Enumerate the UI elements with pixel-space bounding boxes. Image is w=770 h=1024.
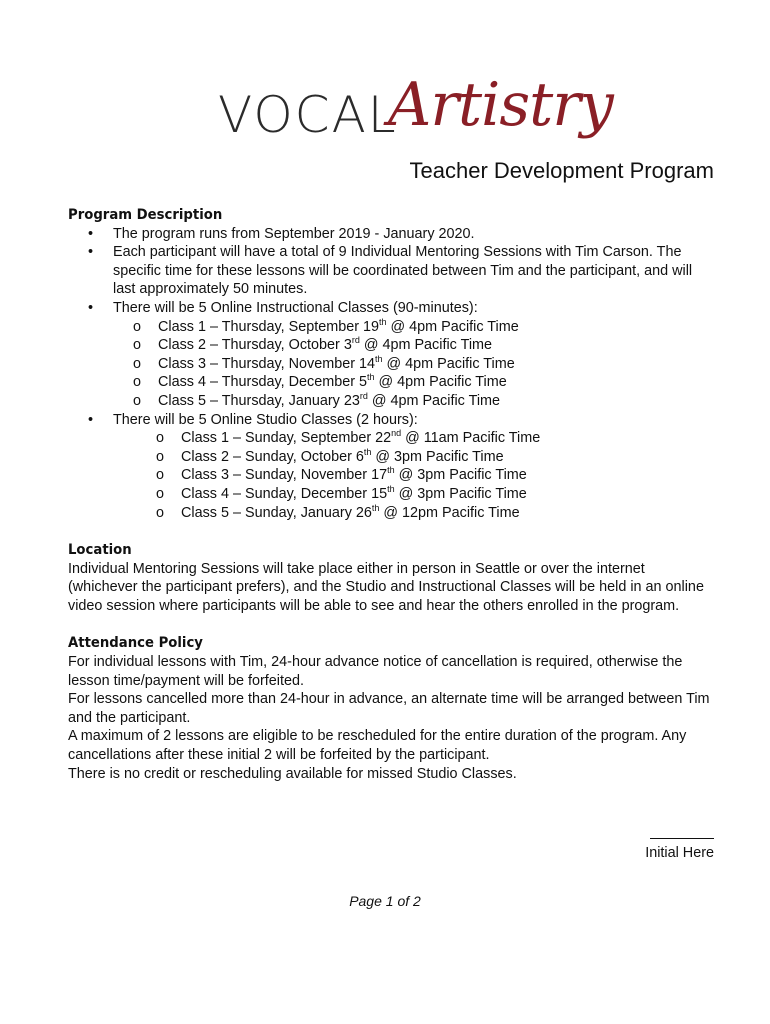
list-item [113, 504, 718, 523]
bullet-text: There will be 5 Online Instructional Classes (90-minutes): [113, 299, 478, 316]
date-suffix: th [387, 465, 395, 476]
list-item [68, 411, 718, 523]
circle-bullet-icon: o [133, 337, 142, 354]
class-time: @ 4pm Pacific Time [367, 392, 501, 409]
class-time: @ 12pm Pacific Time [379, 504, 520, 521]
initial-here-label: Initial Here [645, 845, 714, 861]
instructional-class-list [113, 318, 718, 411]
date-suffix: th [363, 446, 372, 457]
circle-bullet-icon: o [156, 448, 165, 465]
list-item [113, 355, 718, 374]
logo-word-artistry: Artistry [388, 70, 613, 140]
class-time: @ 3pm Pacific Time [394, 485, 527, 502]
list-item [113, 466, 718, 485]
bullet-icon: • [88, 244, 94, 261]
initial-here-field [645, 826, 714, 862]
circle-bullet-icon: o [133, 355, 142, 372]
class-date: Class 2 – Thursday, October 3 [158, 337, 352, 354]
class-date: Class 5 – Thursday, January 23 [158, 392, 360, 409]
class-time: @ 4pm Pacific Time [386, 318, 519, 335]
bullet-text: There will be 5 Online Studio Classes (2 hours): [113, 411, 418, 428]
circle-bullet-icon: o [133, 392, 142, 409]
date-suffix: th [367, 372, 375, 383]
date-suffix: th [375, 353, 383, 364]
document-body [68, 206, 718, 783]
location-paragraph: Individual Mentoring Sessions will take place either in person in Seattle or over the internet (whichever the participant prefers), and the Studio and Instructional Classes will be held in an online video session where participants will be able to see and hear the others enrolled in the program. [68, 560, 704, 614]
list-item [113, 373, 718, 392]
class-time: @ 11am Pacific Time [401, 430, 541, 447]
class-time: @ 3pm Pacific Time [371, 448, 504, 465]
list-item [113, 448, 718, 467]
date-suffix: nd [391, 428, 402, 439]
circle-bullet-icon: o [133, 318, 142, 335]
class-date: Class 3 – Thursday, November 14 [158, 355, 376, 372]
circle-bullet-icon: o [133, 374, 142, 391]
list-item [113, 392, 718, 411]
circle-bullet-icon: o [156, 430, 165, 447]
list-item [68, 299, 718, 411]
list-item [68, 243, 718, 299]
date-suffix: th [387, 483, 395, 494]
program-description-heading: Program Description [68, 207, 223, 223]
class-date: Class 1 – Sunday, September 22 [181, 430, 392, 447]
class-date: Class 4 – Thursday, December 5 [158, 374, 368, 391]
date-suffix: th [379, 316, 387, 327]
program-bullet-list [68, 225, 718, 523]
vocal-artistry-logo [218, 70, 613, 160]
logo-word-vocal: VOCAL [218, 86, 398, 144]
class-time: @ 4pm Pacific Time [359, 337, 493, 354]
class-date: Class 4 – Sunday, December 15 [181, 485, 388, 502]
circle-bullet-icon: o [156, 467, 165, 484]
class-time: @ 4pm Pacific Time [382, 355, 515, 372]
bullet-icon: • [88, 225, 94, 242]
attendance-paragraph: For lessons cancelled more than 24-hour in advance, an alternate time will be arranged between Tim and the participant. [68, 691, 710, 726]
list-item [68, 225, 718, 244]
class-date: Class 2 – Sunday, October 6 [181, 448, 364, 465]
circle-bullet-icon: o [156, 485, 165, 502]
bullet-text: The program runs from September 2019 - January 2020. [113, 225, 475, 242]
class-date: Class 3 – Sunday, November 17 [181, 467, 388, 484]
date-suffix: rd [359, 390, 368, 401]
list-item [113, 318, 718, 337]
attendance-paragraph: There is no credit or rescheduling available for missed Studio Classes. [68, 765, 517, 782]
studio-class-list [113, 429, 718, 522]
class-date: Class 1 – Thursday, September 19 [158, 318, 380, 335]
list-item [113, 429, 718, 448]
document-title: Teacher Development Program [409, 158, 714, 183]
list-item [113, 485, 718, 504]
date-suffix: rd [351, 335, 360, 346]
location-heading: Location [68, 542, 132, 559]
bullet-icon: • [88, 299, 94, 316]
date-suffix: th [371, 502, 380, 513]
class-date: Class 5 – Sunday, January 26 [181, 504, 372, 521]
attendance-paragraph: A maximum of 2 lessons are eligible to be rescheduled for the entire duration of the program. Any cancellations after these initial 2 will be forfeited by the participant. [68, 728, 687, 764]
bullet-icon: • [88, 411, 94, 428]
class-time: @ 3pm Pacific Time [394, 467, 527, 484]
bullet-text: Each participant will have a total of 9 Individual Mentoring Sessions with Tim Carson. The specific time for these lessons will be coordinated between Tim and the participant, and will last approximately 50 minutes. [113, 244, 693, 298]
circle-bullet-icon: o [156, 504, 165, 521]
attendance-paragraph: For individual lessons with Tim, 24-hour advance notice of cancellation is required, otherwise the lesson time/payment will be forfeited. [68, 654, 683, 689]
attendance-policy-heading: Attendance Policy [68, 635, 203, 652]
class-time: @ 4pm Pacific Time [374, 374, 507, 391]
signature-line [650, 828, 714, 839]
page-number: Page 1 of 2 [349, 893, 421, 909]
list-item [113, 336, 718, 355]
